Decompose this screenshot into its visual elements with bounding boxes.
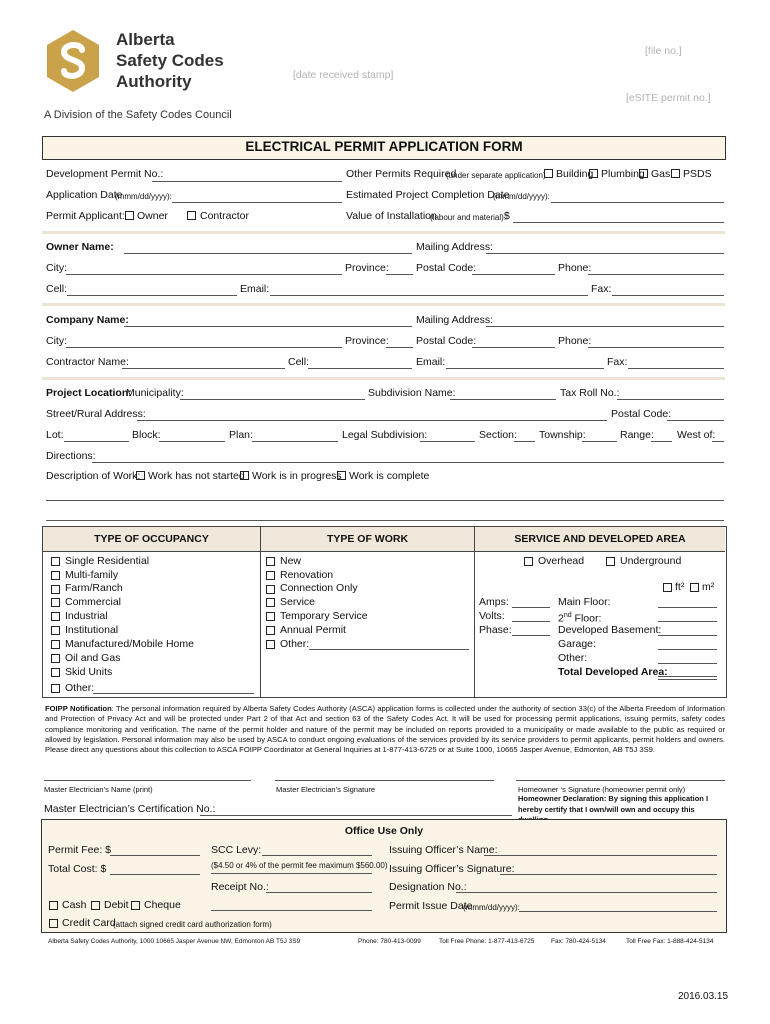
me-signature-field[interactable] — [275, 780, 494, 781]
plumbing-label: Plumbing — [601, 168, 645, 180]
dev-basement-field[interactable] — [658, 635, 717, 636]
cash-label: Cash — [62, 899, 87, 911]
company-fax-field[interactable] — [628, 368, 724, 369]
company-mailing-label: Mailing Address: — [416, 314, 494, 326]
work-new-checkbox[interactable] — [266, 557, 275, 566]
ho-signature-field[interactable] — [516, 780, 725, 781]
other-permits-note: (under separate application) — [446, 171, 546, 180]
street-label: Street/Rural Address: — [46, 408, 146, 420]
psds-checkbox[interactable] — [671, 169, 680, 178]
plan-field[interactable] — [252, 441, 338, 442]
table-divider-1 — [260, 527, 261, 697]
credit-card-note: (attach signed credit card authorization form) — [113, 920, 272, 929]
date-received-placeholder: [date received stamp] — [293, 69, 394, 81]
work-connection-checkbox[interactable] — [266, 585, 275, 594]
contractor-option-label: Contractor — [200, 210, 250, 222]
block-field[interactable] — [159, 441, 225, 442]
issuing-officer-sig-field[interactable] — [500, 874, 717, 875]
total-area-field[interactable] — [658, 676, 717, 680]
garage-label: Garage: — [558, 638, 596, 650]
owner-mailing-label: Mailing Address: — [416, 241, 494, 253]
ft2-checkbox[interactable] — [663, 583, 672, 592]
other-permits-label: Other Permits Required — [346, 168, 457, 180]
logo-line1: Alberta — [116, 30, 175, 49]
building-label: Building — [556, 168, 594, 180]
occ-other-checkbox[interactable] — [51, 684, 60, 693]
dev-basement-label: Developed Basement: — [558, 624, 662, 636]
tax-roll-label: Tax Roll No.: — [560, 387, 620, 399]
company-city-label: City: — [46, 335, 67, 347]
app-date-format: (mmm/dd/yyyy): — [115, 192, 172, 201]
section-field[interactable] — [514, 441, 535, 442]
owner-mailing-field[interactable] — [486, 253, 724, 254]
work-connection-label: Connection Only — [280, 582, 358, 594]
occ-single-residential-checkbox[interactable] — [51, 557, 60, 566]
table-divider-2 — [474, 527, 475, 697]
issue-date-format: (mmm/dd/yyyy): — [463, 903, 520, 912]
work-in-progress-checkbox[interactable] — [240, 471, 249, 480]
issuing-officer-name-label: Issuing Officer’s Name: — [389, 844, 498, 856]
separator-2 — [42, 303, 725, 306]
scc-note-line — [211, 873, 372, 874]
occ-mobile-home-checkbox[interactable] — [51, 640, 60, 649]
table-header-line — [43, 551, 725, 552]
issuing-officer-name-field[interactable] — [484, 855, 717, 856]
work-complete-checkbox[interactable] — [337, 471, 346, 480]
ho-declaration: Homeowner Declaration: By signing this application I hereby certify that I own/will own and occupy this — [518, 794, 709, 814]
work-service-checkbox[interactable] — [266, 598, 275, 607]
me-name-field[interactable] — [44, 780, 251, 781]
range-field[interactable] — [651, 441, 672, 442]
company-name-field[interactable] — [124, 326, 412, 327]
legal-label: Legal Subdivision: — [342, 429, 428, 441]
owner-postal-field[interactable] — [472, 274, 555, 275]
amps-label: Amps: — [479, 596, 509, 608]
occ-oil-gas-checkbox[interactable] — [51, 654, 60, 663]
value-dollar: $ — [504, 210, 510, 222]
phase-field[interactable] — [512, 635, 550, 636]
footer-tollfax: Toll Free Fax: 1-888-424-5134 — [626, 938, 714, 945]
subdivision-field[interactable] — [450, 399, 556, 400]
me-signature-label: Master Electrician’s Signature — [276, 785, 376, 794]
occ-other-label: Other: — [65, 682, 95, 694]
app-date-field[interactable] — [172, 202, 342, 203]
designation-field[interactable] — [456, 892, 717, 893]
garage-field[interactable] — [658, 649, 717, 650]
occ-oil-gas-label: Oil and Gas — [65, 652, 121, 664]
plumbing-checkbox[interactable] — [589, 169, 598, 178]
work-service-label: Service — [280, 596, 316, 608]
ft2-label: ft² — [675, 581, 685, 593]
gas-label: Gas — [651, 168, 671, 180]
work-annual-checkbox[interactable] — [266, 626, 275, 635]
owner-postal-label: Postal Code: — [416, 262, 477, 274]
applicant-label: Permit Applicant: — [46, 210, 125, 222]
occupancy-header: TYPE OF OCCUPANCY — [43, 527, 260, 551]
cash-checkbox[interactable] — [49, 901, 58, 910]
scc-levy-label: SCC Levy: — [211, 844, 262, 856]
permit-fee-label: Permit Fee: $ — [48, 844, 112, 856]
other-area-field[interactable] — [658, 663, 717, 664]
occ-farm-ranch-label: Farm/Ranch — [65, 582, 123, 594]
occ-commercial-label: Commercial — [65, 596, 122, 608]
foipp-label: FOIPP Notification — [45, 704, 112, 713]
underground-label: Underground — [620, 555, 682, 567]
company-cell-label: Cell: — [288, 356, 310, 368]
occ-institutional-label: Institutional — [65, 624, 119, 636]
work-temporary-checkbox[interactable] — [266, 612, 275, 621]
work-renovation-checkbox[interactable] — [266, 571, 275, 580]
second-floor-num: 2 — [558, 612, 564, 625]
description-line-1[interactable] — [46, 500, 724, 501]
dev-permit-label: Development Permit No.: — [46, 168, 164, 180]
owner-province-label: Province: — [345, 262, 389, 274]
owner-phone-label: Phone: — [558, 262, 592, 274]
west-of-label: West of: — [677, 429, 716, 441]
owner-cell-field[interactable] — [67, 295, 237, 296]
me-name-label: Master Electrician’s Name (print) — [44, 785, 153, 794]
work-complete-label: Work is complete — [349, 470, 430, 482]
work-other-checkbox[interactable] — [266, 640, 275, 649]
occ-commercial-checkbox[interactable] — [51, 598, 60, 607]
other-area-label: Other: — [558, 652, 588, 664]
overhead-label: Overhead — [538, 555, 585, 567]
occ-industrial-checkbox[interactable] — [51, 612, 60, 621]
scc-levy-field[interactable] — [262, 855, 372, 856]
second-floor-field[interactable] — [658, 621, 717, 622]
me-cert-label: Master Electrician’s Certification No.: — [44, 803, 216, 815]
volts-label: Volts: — [479, 610, 505, 622]
value-field[interactable] — [513, 222, 724, 223]
app-date-label: Application Date — [46, 189, 123, 201]
ho-signature-label: Homeowner ‘s Signature (homeowner permit only) — [518, 785, 686, 794]
occ-farm-ranch-checkbox[interactable] — [51, 585, 60, 594]
work-annual-label: Annual Permit — [280, 624, 346, 636]
description-label: Description of Work: — [46, 470, 141, 482]
owner-name-label: Owner Name: — [46, 241, 114, 253]
dev-permit-field[interactable] — [152, 181, 342, 182]
subdivision-label: Subdivision Name: — [368, 387, 456, 399]
company-email-label: Email: — [416, 356, 446, 368]
contractor-name-field[interactable] — [122, 368, 285, 369]
company-name-label: Company Name: — [46, 314, 129, 326]
amps-field[interactable] — [512, 607, 550, 608]
directions-label: Directions: — [46, 450, 96, 462]
issue-date-field[interactable] — [519, 911, 717, 912]
credit-card-label: Credit Card — [62, 917, 116, 929]
lot-field[interactable] — [64, 441, 129, 442]
owner-fax-field[interactable] — [612, 295, 724, 296]
occ-institutional-checkbox[interactable] — [51, 626, 60, 635]
range-label: Range: — [620, 429, 654, 441]
value-note: (labour and material): — [430, 213, 507, 222]
issue-date-label: Permit Issue Date — [389, 900, 473, 912]
foipp-notice — [45, 704, 725, 755]
issuing-officer-sig-label: Issuing Officer’s Signature: — [389, 863, 515, 875]
owner-province-field[interactable] — [386, 274, 413, 275]
project-location-label: Project Location: — [46, 387, 132, 399]
owner-city-label: City: — [46, 262, 67, 274]
work-not-started-label: Work has not started — [148, 470, 245, 482]
municipality-field[interactable] — [180, 399, 365, 400]
logo-line3: Authority — [116, 72, 192, 91]
legal-field[interactable] — [420, 441, 475, 442]
permit-fee-field[interactable] — [110, 855, 200, 856]
scc-levy-note: ($4.50 or 4% of the permit fee maximum $560.00) — [211, 861, 388, 870]
owner-email-label: Email: — [240, 283, 270, 295]
street-field[interactable] — [137, 420, 607, 421]
occ-multi-family-checkbox[interactable] — [51, 571, 60, 580]
gas-checkbox[interactable] — [639, 169, 648, 178]
occ-other-field[interactable] — [93, 693, 254, 694]
township-label: Township: — [539, 429, 586, 441]
m2-checkbox[interactable] — [690, 583, 699, 592]
main-floor-label: Main Floor: — [558, 596, 611, 608]
occ-single-residential-label: Single Residential — [65, 555, 150, 567]
total-cost-field[interactable] — [110, 874, 200, 875]
company-phone-label: Phone: — [558, 335, 592, 347]
contractor-checkbox[interactable] — [187, 211, 196, 220]
main-floor-field[interactable] — [658, 607, 717, 608]
occ-mobile-home-label: Manufactured/Mobile Home — [65, 638, 194, 650]
section-label: Section: — [479, 429, 517, 441]
cheque-label: Cheque — [144, 899, 181, 911]
municipality-label: Municipality: — [126, 387, 184, 399]
separator-3 — [42, 377, 725, 380]
value-label: Value of Installation — [346, 210, 437, 222]
designation-label: Designation No.: — [389, 881, 467, 893]
psds-label: PSDS — [683, 168, 712, 180]
payment-line — [211, 910, 372, 911]
receipt-field[interactable] — [266, 892, 372, 893]
company-city-field[interactable] — [66, 347, 342, 348]
township-field[interactable] — [582, 441, 617, 442]
company-mailing-field[interactable] — [486, 326, 724, 327]
separator-1 — [42, 231, 725, 234]
second-floor-label — [558, 610, 601, 625]
debit-label: Debit — [104, 899, 129, 911]
work-other-field[interactable] — [309, 649, 469, 650]
contractor-name-label: Contractor Name: — [46, 356, 129, 368]
directions-field[interactable] — [92, 462, 724, 463]
asca-logo — [44, 26, 234, 98]
debit-checkbox[interactable] — [91, 901, 100, 910]
work-temporary-label: Temporary Service — [280, 610, 368, 622]
owner-option-label: Owner — [137, 210, 168, 222]
work-not-started-checkbox[interactable] — [136, 471, 145, 480]
owner-phone-field[interactable] — [588, 274, 724, 275]
footer-tollfree: Toll Free Phone: 1-877-413-6725 — [439, 938, 535, 945]
total-area-label: Total Developed Area: — [558, 666, 668, 678]
work-new-label: New — [280, 555, 302, 567]
owner-fax-label: Fax: — [591, 283, 612, 295]
overhead-checkbox[interactable] — [524, 557, 533, 566]
work-renovation-label: Renovation — [280, 569, 334, 581]
est-completion-label: Estimated Project Completion Date — [346, 189, 510, 201]
occ-skid-units-checkbox[interactable] — [51, 668, 60, 677]
plan-label: Plan: — [229, 429, 253, 441]
project-postal-field[interactable] — [667, 420, 724, 421]
form-title: ELECTRICAL PERMIT APPLICATION FORM — [245, 139, 523, 154]
company-province-field[interactable] — [386, 347, 413, 348]
lot-label: Lot: — [46, 429, 64, 441]
volts-field[interactable] — [512, 621, 550, 622]
company-postal-field[interactable] — [472, 347, 555, 348]
logo-line2: Safety Codes — [116, 51, 224, 70]
m2-label: m² — [702, 581, 715, 593]
me-cert-field[interactable] — [200, 815, 512, 816]
building-checkbox[interactable] — [544, 169, 553, 178]
logo-hexagon-icon — [44, 28, 102, 94]
owner-checkbox[interactable] — [125, 211, 134, 220]
phase-label: Phase: — [479, 624, 512, 636]
owner-name-field[interactable] — [124, 253, 412, 254]
company-phone-field[interactable] — [588, 347, 724, 348]
office-use-title: Office Use Only — [344, 825, 424, 837]
cheque-checkbox[interactable] — [131, 901, 140, 910]
project-postal-label: Postal Code: — [611, 408, 672, 420]
second-floor-sup: nd — [563, 612, 572, 619]
tax-roll-field[interactable] — [617, 399, 724, 400]
owner-email-field[interactable] — [270, 295, 588, 296]
second-floor-rest: Floor: — [571, 612, 602, 625]
owner-city-field[interactable] — [66, 274, 342, 275]
esite-permit-placeholder: [eSITE permit no.] — [626, 92, 711, 104]
owner-cell-label: Cell: — [46, 283, 68, 295]
company-fax-label: Fax: — [607, 356, 628, 368]
company-postal-label: Postal Code: — [416, 335, 477, 347]
credit-card-checkbox[interactable] — [49, 919, 58, 928]
foipp-text: : The personal information required by Alberta Safety Codes Authority (ASCA) application forms is collected under the authority of section 33(c) of the Alberta Freedom of Information and Protection of Privacy Act and will be protected under Part 2 of that Act and section 63 of the Safety Codes Act. It will be used for processing permit applications, issuing permits, safety codes compliance monitoring and verification. The name of the permit holder and nature of the permit may be included on reports provided to a municipality or made available to the public as required or allowed by legislation. Personal information may also be used by ASCA to conduct ongoing evaluations of the services provided by its service providers to permit applicants, permit holders and owners. Please direct any questions about this collection to ASCA FOIPP Coordinator at General Inquiries at 1-877-413-6725 or at Suite 1000, 10665 Jasper Avenue, Edmonton, AB T5J 3S9. — [45, 704, 725, 755]
west-of-field[interactable] — [712, 441, 724, 442]
division-text: A Division of the Safety Codes Council — [44, 109, 232, 121]
work-other-label: Other: — [280, 638, 310, 650]
service-header: SERVICE AND DEVELOPED AREA — [475, 527, 725, 551]
footer-address: Alberta Safety Codes Authority, 1000 10665 Jasper Avenue NW, Edmonton AB T5J 3S9 — [48, 938, 301, 945]
company-province-label: Province: — [345, 335, 389, 347]
work-in-progress-label: Work is in progress — [252, 470, 342, 482]
footer-fax: Fax: 780-424-5134 — [551, 938, 606, 945]
est-completion-format: (mmm/dd/yyyy): — [493, 192, 550, 201]
est-completion-field[interactable] — [551, 202, 724, 203]
block-label: Block: — [132, 429, 161, 441]
form-version: 2016.03.15 — [678, 991, 729, 1002]
file-no-placeholder: [file no.] — [645, 45, 682, 57]
company-cell-field[interactable] — [308, 368, 412, 369]
occ-industrial-label: Industrial — [65, 610, 108, 622]
footer-phone: Phone: 780-413-0099 — [358, 938, 421, 945]
underground-checkbox[interactable] — [606, 557, 615, 566]
description-line-2[interactable] — [46, 520, 724, 521]
work-header: TYPE OF WORK — [261, 527, 474, 551]
occ-skid-units-label: Skid Units — [65, 666, 113, 678]
occ-multi-family-label: Multi-family — [65, 569, 119, 581]
receipt-label: Receipt No.: — [211, 881, 269, 893]
company-email-field[interactable] — [446, 368, 604, 369]
total-cost-label: Total Cost: $ — [48, 863, 107, 875]
